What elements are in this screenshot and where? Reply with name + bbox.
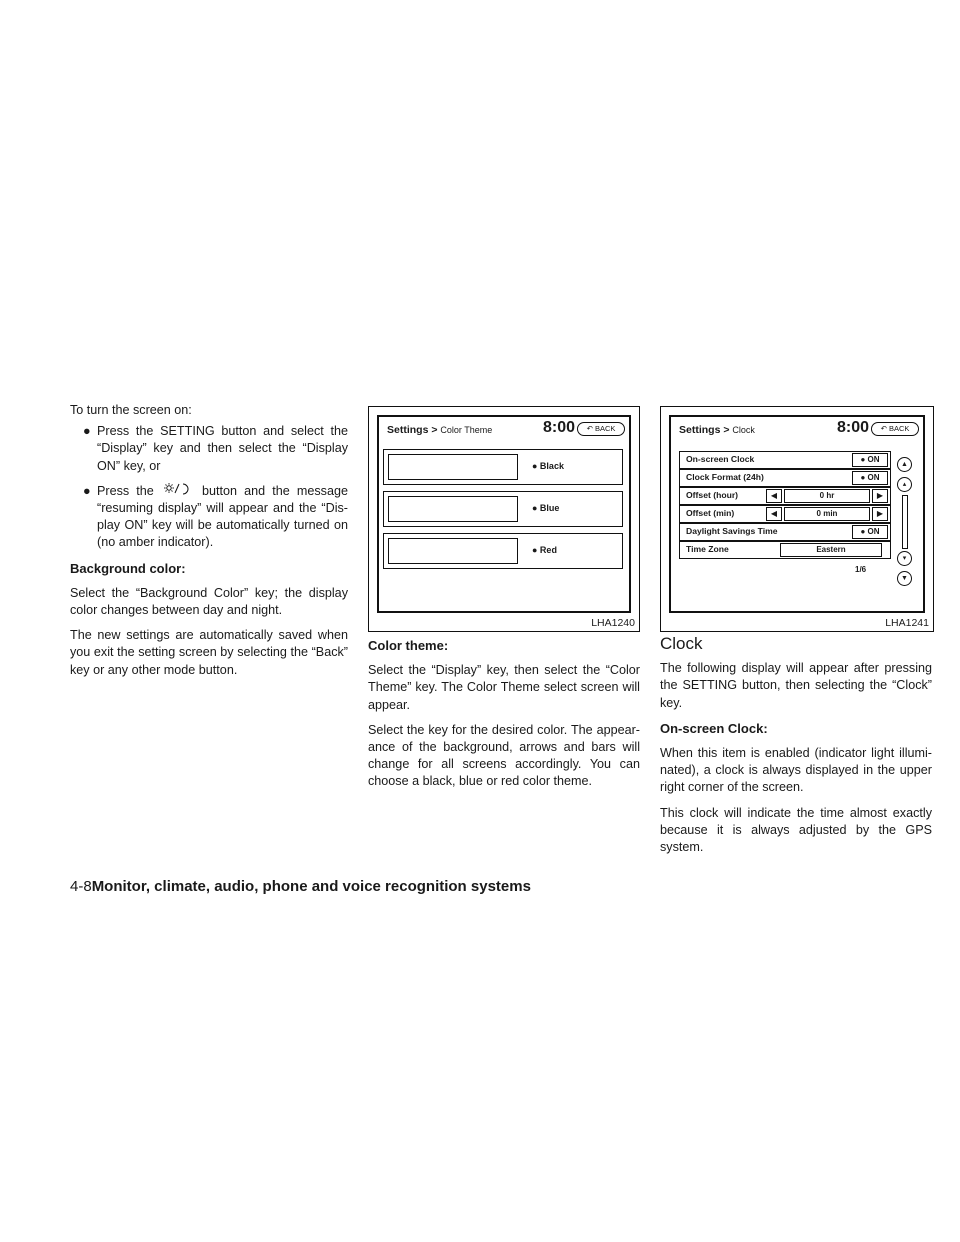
bullet-dot-icon: ●: [83, 424, 91, 439]
page-indicator: 1/6: [855, 565, 867, 574]
day-night-icon: [163, 483, 193, 496]
row-on-screen-clock[interactable]: On-screen Clock ● ON: [679, 451, 891, 469]
row-time-zone[interactable]: Time Zone Eastern: [679, 541, 891, 559]
color-swatch: [388, 496, 518, 522]
on-button[interactable]: ● ON: [852, 453, 888, 467]
scroll-top-icon[interactable]: ▲: [897, 457, 912, 472]
back-button[interactable]: ↶ BACK: [577, 422, 625, 436]
on-screen-clock-heading: On-screen Clock:: [660, 720, 768, 736]
intro-text: To turn the screen on:: [70, 403, 192, 417]
offset-min-value: 0 min: [784, 507, 870, 521]
bullet-item: [70, 483, 348, 552]
clock-screen: [669, 415, 925, 613]
row-clock-format[interactable]: Clock Format (24h) ● ON: [679, 469, 891, 487]
time-zone-value[interactable]: Eastern: [780, 543, 882, 557]
color-swatch: [388, 538, 518, 564]
increase-arrow-icon[interactable]: ▶: [872, 489, 888, 503]
option-blue[interactable]: [383, 491, 623, 527]
page-footer: [70, 878, 531, 895]
color-theme-heading: Color theme:: [368, 638, 449, 653]
bullet-dot-icon: ●: [83, 483, 91, 498]
row-daylight-savings[interactable]: Daylight Savings Time ● ON: [679, 523, 891, 541]
decrease-arrow-icon[interactable]: ◀: [766, 489, 782, 503]
clock-time: 8:00: [837, 419, 870, 436]
clock-heading: Clock: [660, 634, 703, 653]
background-color-para-2: The new settings are automatically saved when you exit the setting screen by selecting the “Back” key or any other mode button.: [70, 628, 348, 677]
bullet-text: Press the SETTING button and select the “Display” key and then select the “Display ON” key, or: [97, 424, 348, 473]
scroll-bar[interactable]: [902, 495, 908, 549]
bullet-item: [70, 423, 348, 475]
option-black[interactable]: [383, 449, 623, 485]
option-label: ● Black: [532, 461, 564, 471]
decrease-arrow-icon[interactable]: ◀: [766, 507, 782, 521]
clock-para-2: When this item is enabled (indicator light illumi- nated), a clock is always displayed in the upper right corner of the screen.: [660, 746, 932, 795]
color-theme-para-2: Select the key for the desired color. The appear- ance of the background, arrows and bars will change for all screens accordingly. You can choose a black, blue or red color theme.: [368, 722, 640, 789]
screen-header: [671, 417, 923, 439]
figure-code: LHA1240: [591, 617, 635, 629]
bullet-text: button and the message “resuming display” will appear and the “Dis- play ON” key will be automatically turned on (no amber indicator).: [97, 483, 348, 550]
on-button[interactable]: ● ON: [852, 525, 888, 539]
figure-color-theme: [368, 406, 640, 632]
background-color-heading: Background color:: [70, 560, 186, 576]
option-label: ● Red: [532, 545, 557, 555]
scroll-bottom-icon[interactable]: ▼: [897, 571, 912, 586]
breadcrumb: Settings > Clock: [679, 424, 755, 436]
clock-para-1: The following display will appear after pressing the SETTING button, then selecting the “Clock” key.: [660, 661, 932, 710]
increase-arrow-icon[interactable]: ▶: [872, 507, 888, 521]
middle-column: [368, 637, 640, 799]
right-column: [660, 635, 932, 864]
screen-header: [379, 417, 629, 439]
option-label: ● Blue: [532, 503, 560, 513]
scroll-down-icon[interactable]: ▾: [897, 551, 912, 566]
on-button[interactable]: ● ON: [852, 471, 888, 485]
color-swatch: [388, 454, 518, 480]
row-offset-hour[interactable]: Offset (hour) ◀ 0 hr ▶: [679, 487, 891, 505]
back-button[interactable]: ↶ BACK: [871, 422, 919, 436]
background-color-para-1: Select the “Background Color” key; the display color changes between day and night.: [70, 585, 348, 618]
option-red[interactable]: [383, 533, 623, 569]
bullet-prefix: Press the: [97, 483, 154, 498]
breadcrumb: Settings > Color Theme: [387, 424, 493, 436]
color-theme-para-1: Select the “Display” key, then select the “Color Theme” key. The Color Theme select screen will appear.: [368, 663, 640, 712]
clock-time: 8:00: [543, 419, 576, 436]
offset-hour-value: 0 hr: [784, 489, 870, 503]
clock-settings-list: [679, 451, 891, 587]
color-theme-screen: [377, 415, 631, 613]
chapter-title: Monitor, climate, audio, phone and voice recognition systems: [91, 878, 531, 895]
figure-clock: [660, 406, 934, 632]
page-number: 4-8: [70, 878, 92, 895]
scroll-up-icon[interactable]: ▴: [897, 477, 912, 492]
row-offset-min[interactable]: Offset (min) ◀ 0 min ▶: [679, 505, 891, 523]
clock-para-3: This clock will indicate the time almost exactly because it is always adjusted by the GPS system.: [660, 805, 932, 855]
figure-code: LHA1241: [885, 617, 929, 629]
left-column: [70, 402, 348, 687]
